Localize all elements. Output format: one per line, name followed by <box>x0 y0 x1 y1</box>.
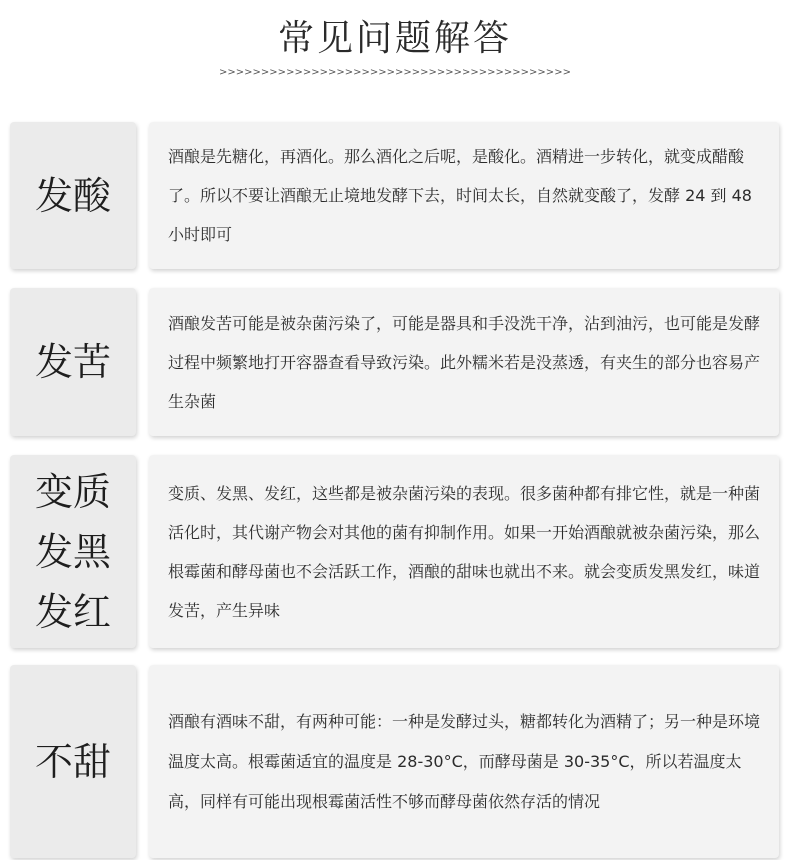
faq-question-box <box>10 455 136 648</box>
faq-question-label: 发酸 <box>34 173 111 218</box>
faq-answer-box <box>149 122 779 269</box>
faq-answer-box <box>149 288 779 436</box>
faq-question-box <box>10 665 136 858</box>
faq-answer-text: 酒酿发苦可能是被杂菌污染了，可能是器具和手没洗干净，沾到油污，也可能是发酵过程中频繁地打开容器查看导致污染。此外糯米若是没蒸透，有夹生的部分也容易产生杂菌 <box>168 313 761 411</box>
faq-question-box <box>10 122 136 269</box>
faq-answer-box <box>149 665 779 858</box>
faq-answer-text: 酒酿有酒味不甜，有两种可能：一种是发酵过头，糖都转化为酒精了；另一种是环境温度太高。根霉菌适宜的温度是 28-30°C，而酵母菌是 30-35°C，所以若温度太高，同样有可能出现根霉菌活性不够而酵母菌依然存活的情况 <box>168 711 761 811</box>
faq-question-label: 不甜 <box>34 739 111 784</box>
faq-answer-box <box>149 455 779 648</box>
title-divider: >>>>>>>>>>>>>>>>>>>>>>>>>>>>>>>>>>>>>>>>>> <box>219 67 571 78</box>
page-title: 常见问题解答 <box>277 18 512 59</box>
faq-answer-text: 酒酿是先糖化，再酒化。那么酒化之后呢，是酸化。酒精进一步转化，就变成醋酸了。所以不要让酒酿无止境地发酵下去，时间太长，自然就变酸了，发酵 24 到 48 小时即可 <box>168 147 752 244</box>
faq-answer-text: 变质、发黑、发红，这些都是被杂菌污染的表现。很多菌种都有排它性，就是一种菌活化时，其代谢产物会对其他的菌有抑制作用。如果一开始酒酿就被杂菌污染，那么根霉菌和酵母菌也不会活跃工作，酒酿的甜味也就出不来。就会变质发黑发红，味道发苦，产生异味 <box>168 483 761 620</box>
faq-question-label: 发苦 <box>34 340 111 384</box>
faq-question-box <box>10 288 136 436</box>
faq-question-label: 变质发黑发红 <box>34 469 111 634</box>
